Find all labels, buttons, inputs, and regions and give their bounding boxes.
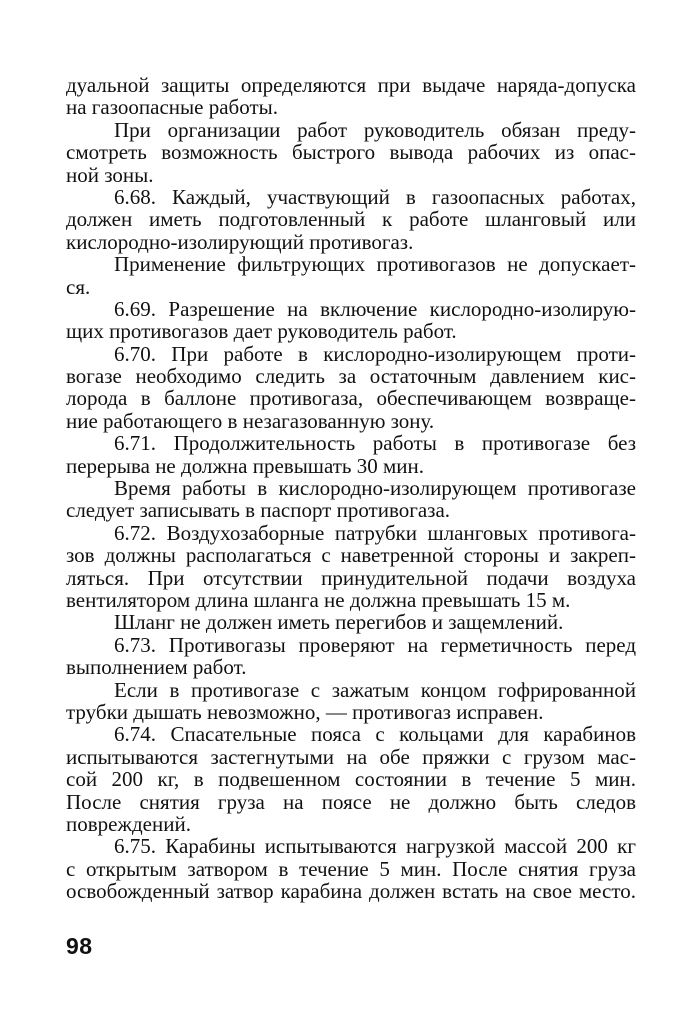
text-line: ся. [66, 274, 91, 299]
text-line: повреждений. [66, 811, 191, 836]
text-line: 6.74. Спасательные пояса с кольцами для карабинов [114, 722, 636, 747]
text-line: 6.75. Карабины испытываются нагрузкой массой 200 кг [114, 834, 636, 859]
text-line: лорода в баллоне противогаза, обеспечивающем возвраще- [66, 386, 636, 411]
text-line: выполнением работ. [66, 655, 247, 680]
text-line: должен иметь подготовленный к работе шланговый или [66, 207, 636, 232]
text-line: кислородно-изолирующий противогаз. [66, 229, 414, 254]
text-line: При организации работ руководитель обязан преду- [114, 117, 636, 142]
text-line: ляться. При отсутствии принудительной подачи воздуха [66, 565, 636, 590]
text-line: смотреть возможность быстрого вывода рабочих из опас- [66, 140, 636, 165]
text-line: сой 200 кг, в подвешенном состоянии в течение 5 мин. [66, 767, 636, 792]
text-line: с открытым затвором в течение 5 мин. После снятия груза [66, 856, 636, 881]
text-line: 6.72. Воздухозаборные патрубки шланговых противога- [114, 520, 636, 545]
text-line: 6.71. Продолжительность работы в противогазе без [114, 431, 636, 456]
text-line: ной зоны. [66, 162, 154, 187]
text-line: Шланг не должен иметь перегибов и защемлений. [114, 610, 564, 635]
text-line: щих противогазов дает руководитель работ. [66, 319, 457, 344]
text-line: вентилятором длина шланга не должна превышать 15 м. [66, 587, 571, 612]
text-line: освобожденный затвор карабина должен встать на свое место. [66, 879, 636, 904]
text-line: следует записывать в паспорт противогаза. [66, 498, 451, 523]
text-line: 6.73. Противогазы проверяют на герметичность перед [114, 632, 636, 657]
page-number: 98 [66, 933, 93, 959]
text-line: на газоопасные работы. [66, 95, 278, 120]
text-line: дуальной защиты определяются при выдаче наряда-допуска [66, 73, 636, 97]
text-line: испытываются застегнутыми на обе пряжки с грузом мас- [66, 744, 636, 769]
text-line: трубки дышать невозможно, — противогаз исправен. [66, 699, 544, 724]
text-line: После снятия груза на поясе не должно быть следов [66, 789, 636, 814]
text-line: перерыва не должна превышать 30 мин. [66, 453, 425, 478]
document-body [66, 74, 636, 902]
text-line: 6.70. При работе в кислородно-изолирующем проти- [114, 341, 636, 366]
text-line: ние работающего в незагазованную зону. [66, 408, 435, 433]
text-line: Применение фильтрующих противогазов не допускает- [114, 252, 636, 277]
text-line: Время работы в кислородно-изолирующем противогазе [114, 476, 636, 501]
text-line: зов должны располагаться с наветренной стороны и закреп- [66, 543, 636, 568]
text-line: Если в противогазе с зажатым концом гофрированной [114, 677, 636, 702]
text-line: 6.69. Разрешение на включение кислородно-изолирую- [114, 296, 636, 321]
text-line: 6.68. Каждый, участвующий в газоопасных работах, [114, 184, 636, 209]
text-line: вогазе необходимо следить за остаточным давлением кис- [66, 364, 636, 389]
